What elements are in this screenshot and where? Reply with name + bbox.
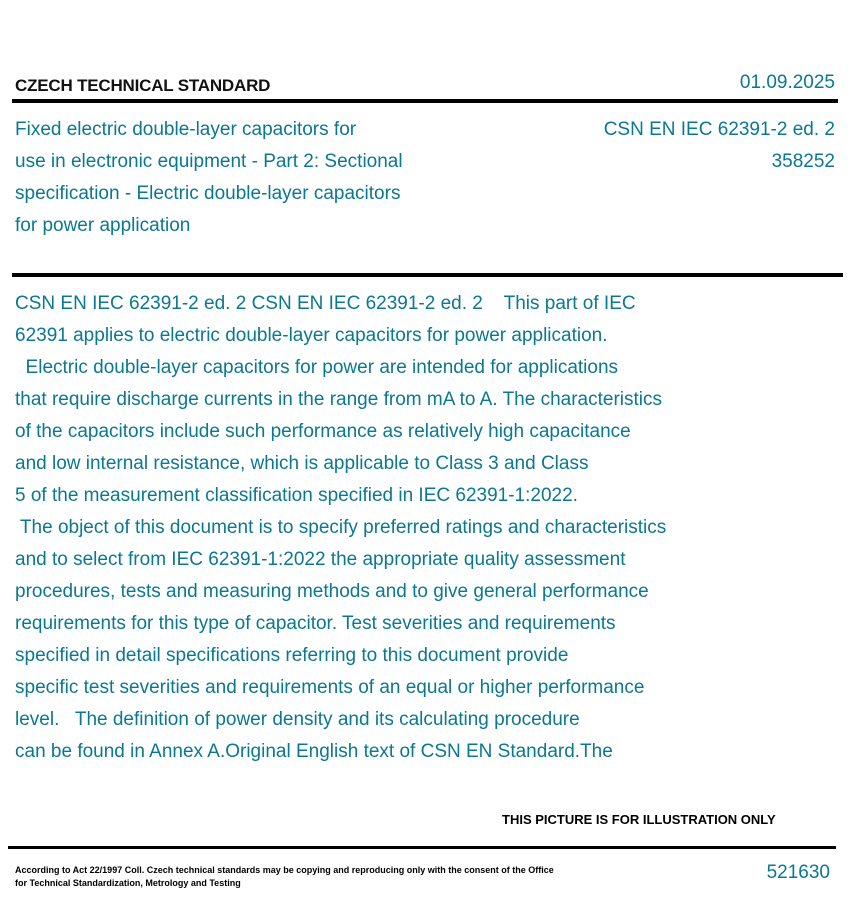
abstract-line: procedures, tests and measuring methods and to give general performance [15,581,649,602]
footer-divider [8,846,836,849]
standard-type-label: CZECH TECHNICAL STANDARD [15,76,271,95]
title-line: use in electronic equipment - Part 2: Sectional [15,151,403,172]
abstract-line: and to select from IEC 62391-1:2022 the appropriate quality assessment [15,549,626,570]
abstract-line: 62391 applies to electric double-layer capacitors for power application. [15,325,608,346]
title-line: Fixed electric double-layer capacitors for [15,119,357,140]
abstract-line: can be found in Annex A.Original English text of CSN EN Standard.The [15,741,613,762]
copyright-line: According to Act 22/1997 Coll. Czech technical standards may be copying and reproducing only with the consent of the Office [15,865,554,875]
abstract-line: of the capacitors include such performance as relatively high capacitance [15,421,631,442]
abstract-line: that require discharge currents in the range from mA to A. The characteristics [15,389,663,410]
publication-date: 01.09.2025 [739,72,835,93]
header-divider [12,99,838,103]
standard-code: CSN EN IEC 62391-2 ed. 2 [603,119,835,140]
abstract-line: 5 of the measurement classification specified in IEC 62391-1:2022. [15,485,578,506]
document-title [15,114,485,242]
illustration-disclaimer: THIS PICTURE IS FOR ILLUSTRATION ONLY [502,812,776,827]
abstract-line: requirements for this type of capacitor. Test severities and requirements [15,613,616,634]
abstract-line: level. The definition of power density and its calculating procedure [15,709,580,730]
document-abstract [15,288,760,768]
abstract-line: CSN EN IEC 62391-2 ed. 2 CSN EN IEC 62391-2 ed. 2 This part of IEC [15,293,636,314]
title-divider [12,273,843,277]
abstract-line: Electric double-layer capacitors for power are intended for applications [15,357,619,378]
standard-identifier [515,114,835,178]
abstract-line: and low internal resistance, which is applicable to Class 3 and Class [15,453,589,474]
catalog-number: 358252 [771,151,835,172]
abstract-line: specific test severities and requirements of an equal or higher performance [15,677,645,698]
product-id: 521630 [766,862,830,883]
title-line: specification - Electric double-layer capacitors [15,183,401,204]
abstract-line: The object of this document is to specify preferred ratings and characteristics [15,517,667,538]
copyright-line: for Technical Standardization, Metrology and Testing [15,878,241,888]
title-line: for power application [15,215,191,236]
copyright-notice [15,864,615,890]
abstract-line: specified in detail specifications referring to this document provide [15,645,569,666]
